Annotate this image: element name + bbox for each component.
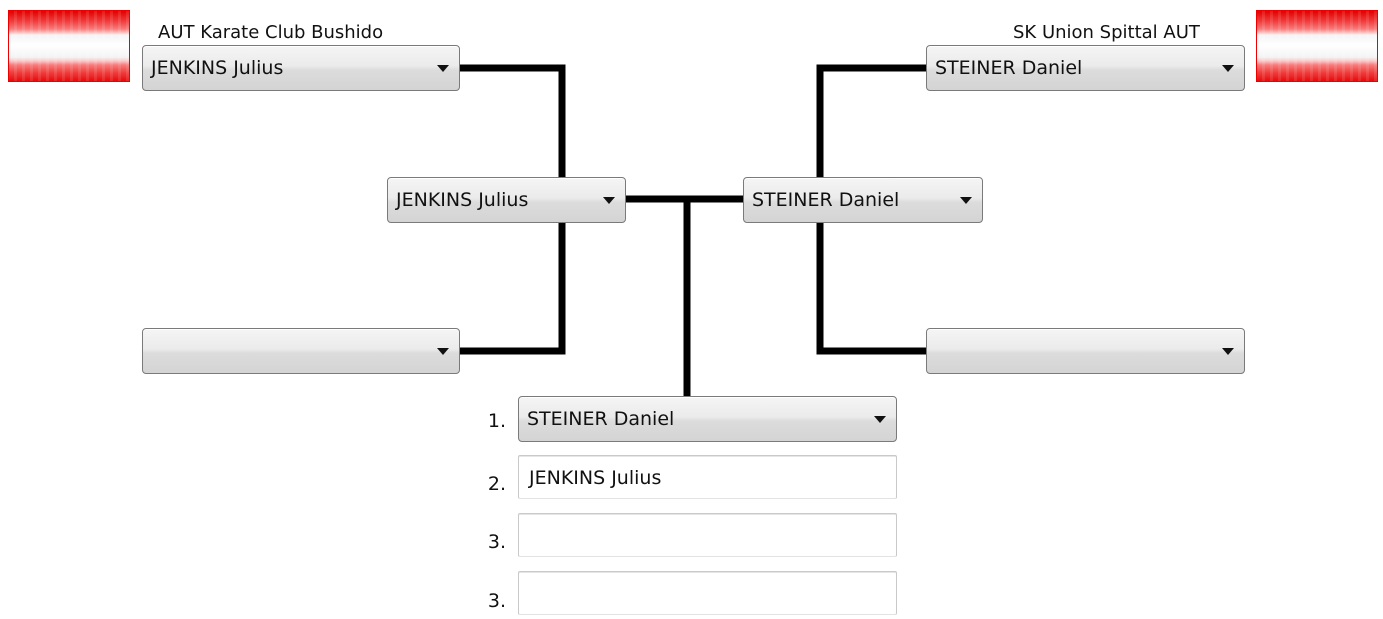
chevron-down-icon xyxy=(874,416,886,423)
line-left-top xyxy=(460,68,562,180)
austria-flag-left xyxy=(8,10,130,82)
rank-label-2: 2. xyxy=(487,473,506,495)
semi-right-dropdown[interactable] xyxy=(743,177,983,223)
semi-left-value: JENKINS Julius xyxy=(396,189,529,211)
semi-left-dropdown[interactable] xyxy=(387,177,626,223)
line-right-bottom xyxy=(820,220,926,351)
austria-flag-right xyxy=(1256,10,1378,82)
chevron-down-icon xyxy=(1222,65,1234,72)
chevron-down-icon xyxy=(960,197,972,204)
rank-2-field[interactable] xyxy=(518,455,897,499)
competitor-left-bottom-dropdown[interactable] xyxy=(142,328,460,374)
line-right-top xyxy=(820,68,926,180)
semi-right-value: STEINER Daniel xyxy=(752,189,900,211)
final-winner-dropdown[interactable] xyxy=(518,396,897,442)
chevron-down-icon xyxy=(437,65,449,72)
club-label-left: AUT Karate Club Bushido xyxy=(158,22,384,43)
competitor-left-top-value: JENKINS Julius xyxy=(151,57,284,79)
competitor-right-top-dropdown[interactable] xyxy=(926,45,1245,91)
line-left-bottom xyxy=(460,220,562,351)
rank-label-1: 1. xyxy=(487,410,506,432)
chevron-down-icon xyxy=(437,348,449,355)
competitor-right-bottom-dropdown[interactable] xyxy=(926,328,1245,374)
competitor-right-top-value: STEINER Daniel xyxy=(935,57,1083,79)
rank-label-3b: 3. xyxy=(487,590,506,612)
rank-3b-field[interactable] xyxy=(518,571,897,615)
chevron-down-icon xyxy=(603,197,615,204)
club-label-right: SK Union Spittal AUT xyxy=(1013,22,1200,43)
rank-2-value: JENKINS Julius xyxy=(529,467,662,489)
rank-3a-field[interactable] xyxy=(518,513,897,557)
chevron-down-icon xyxy=(1222,348,1234,355)
rank-label-3a: 3. xyxy=(487,531,506,553)
final-winner-value: STEINER Daniel xyxy=(527,408,675,430)
competitor-left-top-dropdown[interactable] xyxy=(142,45,460,91)
